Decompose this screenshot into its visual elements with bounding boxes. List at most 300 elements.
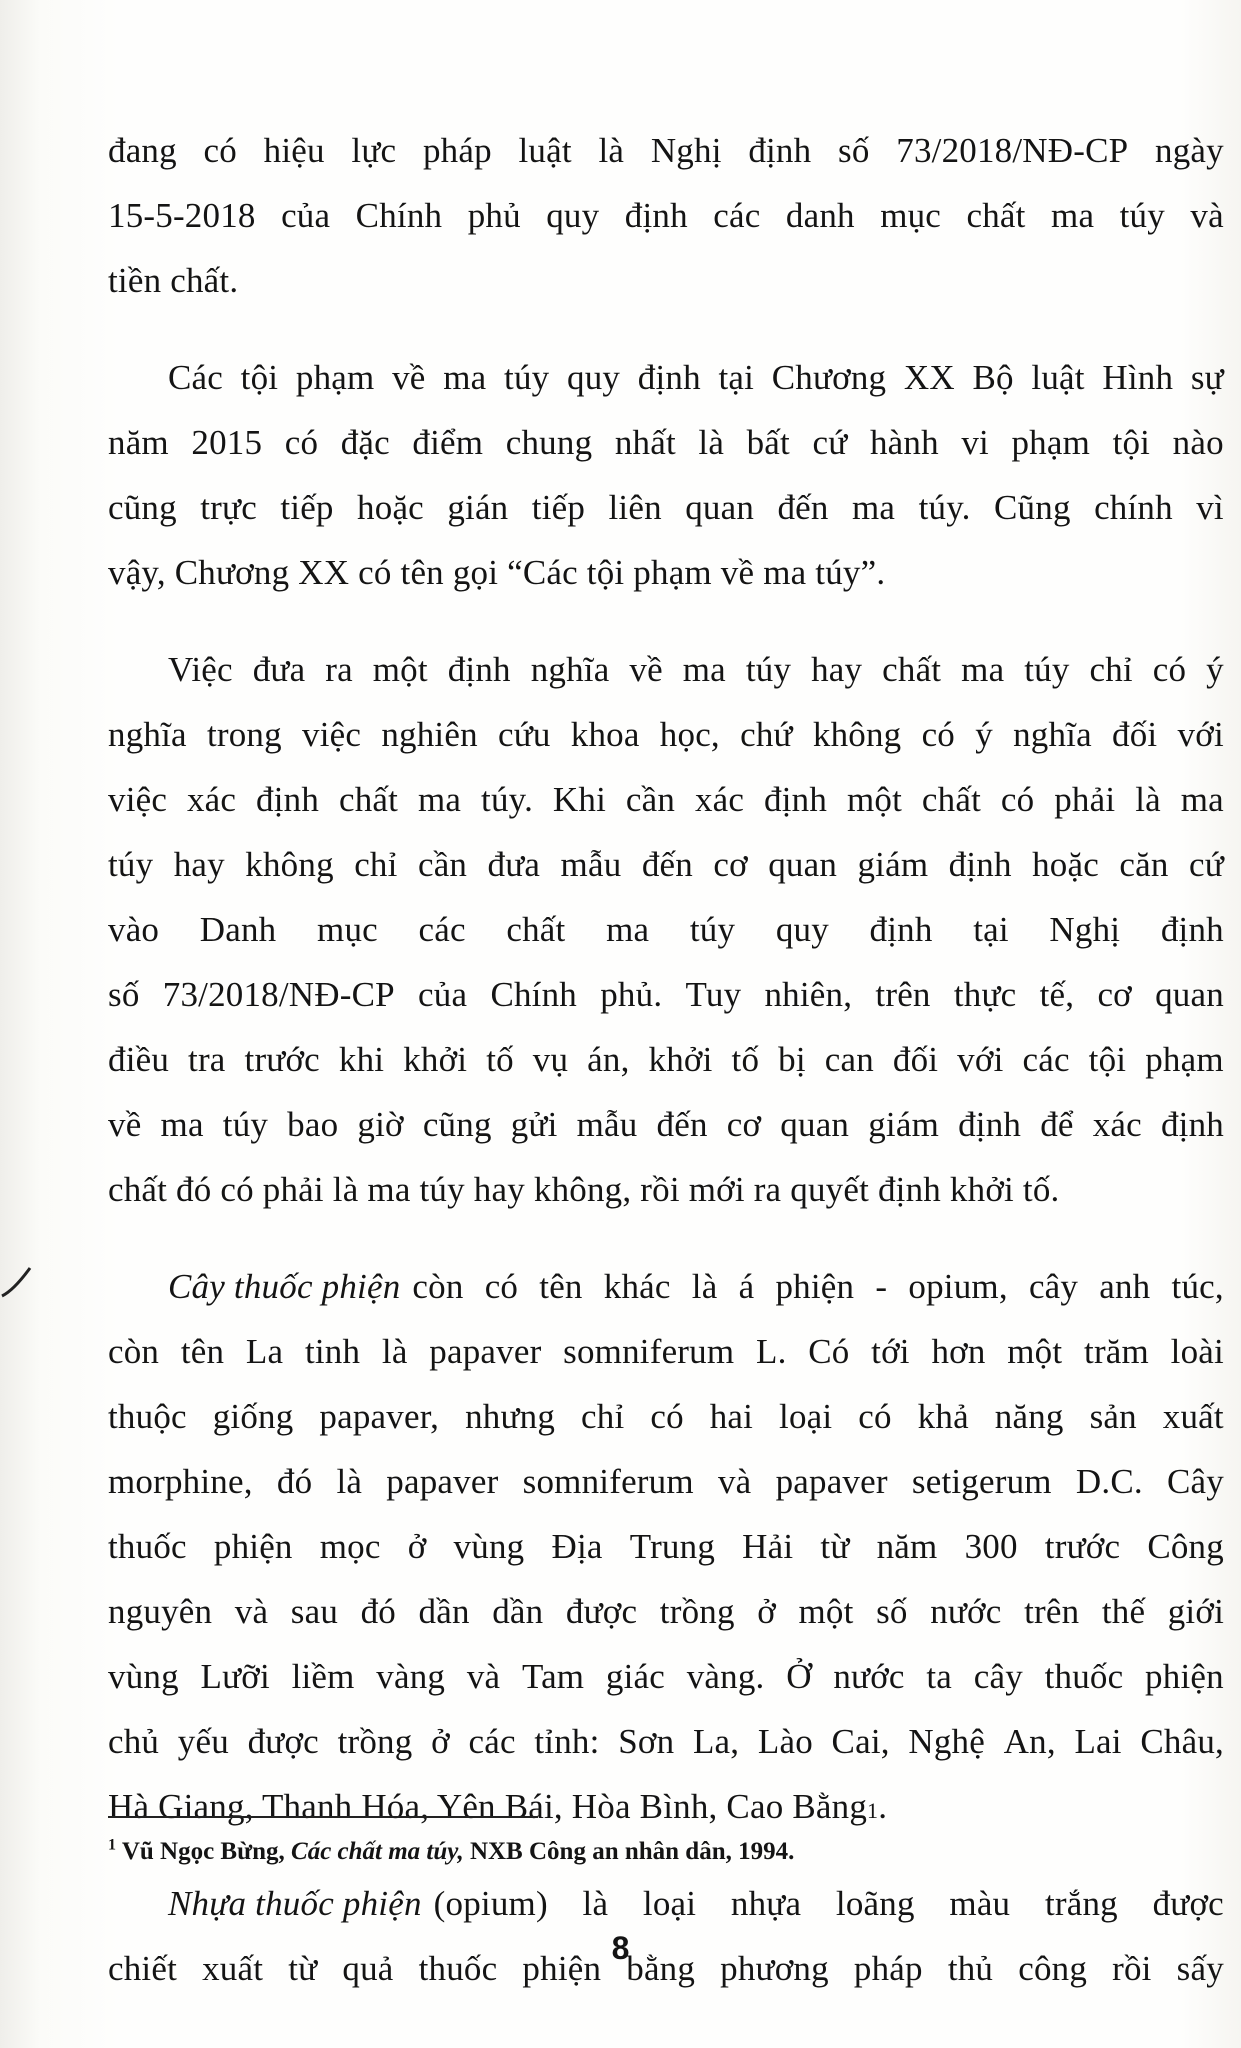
word: gửi [510,1105,558,1144]
word: với [957,1040,1004,1079]
text-line [108,702,1224,767]
word: sự [1190,358,1224,397]
word: pháp [422,131,492,170]
word: tội [1088,1040,1127,1079]
word: trực [200,488,257,527]
word: xác [186,780,237,819]
word: đặc [340,423,390,462]
word: từ [820,1527,850,1566]
word: 73/2018/NĐ-CP [162,975,395,1014]
text-line [108,118,1224,183]
word: XX [903,358,955,397]
word: setigerum [911,1462,1052,1501]
word: đến [656,1105,708,1144]
word: đối [892,1040,939,1079]
word: có [484,1267,519,1306]
word: định [748,131,812,170]
word: quan [768,845,838,884]
word: vụ [532,1040,569,1079]
text-line [108,183,1224,248]
word: và [717,1462,752,1501]
word: màu [949,1884,1011,1923]
word: chất [506,910,566,949]
word: chỉ [1089,650,1133,689]
word: các [1022,1040,1070,1079]
word: Sơn [618,1722,675,1761]
word: và [466,1657,501,1696]
word: quan [780,1105,850,1144]
word: - [875,1267,888,1306]
word: ở [431,1722,450,1761]
paragraph-1 [108,118,1224,313]
word: phương [720,1949,829,1988]
text-line [108,1157,1224,1222]
word: nguyên [108,1592,213,1631]
word: không [812,715,902,754]
word: năm [876,1527,938,1566]
word: tội [240,358,279,397]
word: Lưỡi [200,1657,270,1696]
word: hai [709,1397,754,1436]
word: Châu, [1140,1722,1224,1761]
word: vùng [453,1527,525,1566]
word: chất [921,780,982,819]
text-span: tiền chất. [108,261,239,300]
text-span: chất đó có phải là ma túy hay không, rồi mới ra quyết định khởi tố. [108,1170,1060,1209]
word: nào [1172,423,1224,462]
word: phủ. [600,975,663,1014]
word: chỉ [354,845,398,884]
word: tới [871,1332,910,1371]
word: quy [546,196,600,235]
text-line: Hà Giang, Thanh Hóa, Yên Bái, Hòa Bình, Cao Bằng 1 . [108,1774,1224,1839]
word: quy [567,358,621,397]
word: nghĩa [1013,715,1092,754]
text-line [108,767,1224,832]
word: ý [975,715,993,754]
text-span: Hà Giang, Thanh Hóa, Yên Bái, Hòa Bình, Cao Bằng [108,1787,868,1826]
word: Công [1147,1527,1224,1566]
word: ma [1180,780,1224,819]
word: túy [222,1105,269,1144]
footnote-publisher: NXB Công an nhân dân, 1994. [469,1838,795,1865]
word: ma [160,1105,204,1144]
text-line [108,540,1224,605]
word: nghĩa [108,715,187,754]
word: tố [486,1040,514,1079]
word: của [418,975,468,1014]
word: luật [518,131,572,170]
word: là [598,131,625,170]
footnote-author: Vũ Ngọc Bừng, [121,1838,285,1865]
word: chất [966,196,1026,235]
word: phiện [1145,1657,1224,1696]
word: Nghị [650,131,722,170]
word: 15-5-2018 [108,196,256,235]
paragraph-2 [108,345,1224,605]
word: ma [852,488,896,527]
word: có [284,423,319,462]
footnote-title: Các chất ma túy, [291,1838,464,1865]
word: ta [926,1657,953,1696]
defined-term: Nhựa thuốc phiện [168,1884,422,1923]
word: Các [168,358,224,397]
word: liềm [291,1657,355,1696]
word: và [1190,196,1224,235]
word: somniferum [563,1332,735,1371]
word: Địa [551,1527,603,1566]
text-line [108,637,1224,702]
word: cơ [1097,975,1132,1014]
word: 300 [964,1527,1018,1566]
word: L. [755,1332,787,1371]
text-line [108,1644,1224,1709]
word: tội [1112,423,1151,462]
word: dần [492,1592,544,1631]
footnote-number: 1 [108,1836,116,1854]
text-line [108,1027,1224,1092]
word: có [1152,650,1187,689]
text-span: . [878,1787,888,1826]
word: cần [417,845,468,884]
word: Khi [552,780,607,819]
word: có [921,715,955,754]
word: không [245,845,334,884]
word: điểm [412,423,484,462]
word: là [691,1267,718,1306]
word: thuốc [108,1527,187,1566]
word: chất [338,780,399,819]
word: dần [418,1592,470,1631]
word: á [738,1267,755,1306]
page-edge-mark [0,1262,34,1302]
word: cơ [713,845,748,884]
word: danh [785,196,855,235]
word: đến [777,488,829,527]
word: định [958,1105,1022,1144]
word: một [846,780,903,819]
word: định [637,358,701,397]
word: An, [1003,1722,1056,1761]
word: Tam [521,1657,585,1696]
word: gián [447,488,509,527]
word: sấy [1176,1949,1224,1988]
word: đang [108,131,177,170]
word: hay [811,650,863,689]
word: chiết [108,1949,178,1988]
word: đưa [487,845,541,884]
text-line [108,248,1224,313]
word: giám [857,845,929,884]
word: định [624,196,688,235]
word: ý [1206,650,1224,689]
word: lực [351,131,397,170]
word: sau [290,1592,339,1631]
word: bao [287,1105,339,1144]
word: nhiên, [764,975,853,1014]
word: để [1040,1105,1074,1144]
text-span [434,1871,1224,1936]
word: vi [961,423,989,462]
word: định [256,780,320,819]
word: ở [407,1527,427,1566]
word: bất [746,423,790,462]
word: trồng [337,1722,413,1761]
word: xác [1092,1105,1142,1144]
word: một [798,1592,854,1631]
word: năm [108,423,169,462]
word: hoặc [357,488,424,527]
word: chất [882,650,942,689]
word: papaver [386,1462,499,1501]
word: định [447,650,511,689]
word: ma [443,358,487,397]
word: phiện [213,1527,293,1566]
text-line [108,1871,1224,1936]
word: ma [417,780,462,819]
word: còn [108,1332,160,1371]
text-line [108,410,1224,475]
text-line [108,897,1224,962]
word: phạm [1145,1040,1224,1079]
word: mẫu [576,1105,638,1144]
text-line [108,1319,1224,1384]
text-line [108,345,1224,410]
word: có [650,1397,684,1436]
footnote [108,1838,794,1866]
text-line [108,832,1224,897]
word: vào [108,910,160,949]
word: mẫu [560,845,622,884]
word: giờ [357,1105,404,1144]
word: định [948,845,1012,884]
word: ma [606,910,650,949]
word: với [1177,715,1224,754]
word: định [764,780,828,819]
word: Tuy [685,975,742,1014]
word: Cây [1167,1462,1224,1501]
word: chính [1094,488,1173,527]
word: nước [833,1657,905,1696]
word: cũng [422,1105,492,1144]
word: túy [745,650,792,689]
word: cũng [108,488,177,527]
word: phiện [775,1267,855,1306]
word: được [247,1722,319,1761]
word: khả [917,1397,969,1436]
word: về [108,1105,142,1144]
word: túy. [918,488,971,527]
word: cần [625,780,676,819]
word: Bộ [972,358,1014,397]
word: trồng [659,1592,735,1631]
word: La, [692,1722,740,1761]
word: trước [1044,1527,1121,1566]
word: hành [869,423,939,462]
text-line [108,1254,1224,1319]
text-line [108,1384,1224,1449]
defined-term: Cây thuốc phiện [168,1267,401,1306]
word: nhựa [730,1884,802,1923]
word: chủ [108,1722,160,1761]
word: tiếp [531,488,586,527]
word: việc [302,715,362,754]
word: có [203,131,237,170]
word: (opium) [433,1884,548,1923]
word: xác [694,780,745,819]
word: tên [180,1332,225,1371]
text-line [108,1579,1224,1644]
word: tiếp [280,488,334,527]
word: nghiên [381,715,478,754]
word: sản [1089,1397,1137,1436]
word: tố [731,1040,760,1079]
word: các [418,910,466,949]
word: hoặc [1032,845,1099,884]
word: phải [1054,780,1116,819]
word: La [245,1332,284,1371]
word: túc, [1171,1267,1224,1306]
word: liên [608,488,662,527]
text-line [108,1514,1224,1579]
word: là [381,1332,408,1371]
word: đó [360,1592,396,1631]
word: các [713,196,761,235]
word: án, [587,1040,630,1079]
word: nước [930,1592,1002,1631]
word: là [1135,780,1161,819]
word: phạm [295,358,375,397]
word: papaver [429,1332,542,1371]
word: đối [1112,715,1158,754]
word: Cai, [831,1722,890,1761]
word: vàng [376,1657,446,1696]
word: từ [288,1949,318,1988]
word: hay [173,845,225,884]
word: giống [212,1397,294,1436]
word: opium, [908,1267,1008,1306]
word: hơn [931,1332,986,1371]
word: thuốc [1044,1657,1124,1696]
word: rồi [1112,1949,1152,1988]
word: trăm [1084,1332,1149,1371]
word: hiệu [263,131,325,170]
word: quan [685,488,755,527]
word: Có [808,1332,850,1371]
word: được [1152,1884,1224,1923]
word: nhất [614,423,676,462]
word: Hình [1102,358,1174,397]
word: Lào [757,1722,813,1761]
word: túy [1119,196,1165,235]
word: xuất [1162,1397,1224,1436]
word: thực [953,975,1017,1014]
word: tại [718,358,755,397]
word: bằng [626,1949,696,1988]
word: papaver [775,1462,888,1501]
word: việc [108,780,168,819]
word: giám [868,1105,940,1144]
paragraph-4 [108,1254,1224,1839]
word: khởi [403,1040,468,1079]
word: Nghị [1049,910,1121,949]
word: chỉ [581,1397,625,1436]
word: các [468,1722,516,1761]
word: của [281,196,331,235]
word: là [582,1884,609,1923]
word: nghĩa [530,650,610,689]
word: bị [778,1040,806,1079]
word: tên [539,1267,583,1306]
word: đó [276,1462,313,1501]
word: vì [1196,488,1224,527]
word: xuất [202,1949,264,1988]
word: tế, [1039,975,1075,1014]
word: điều [108,1040,170,1079]
page-number: 8 [611,1930,630,1966]
word: trên [875,975,931,1014]
word: cứ [812,423,848,462]
word: anh [1099,1267,1151,1306]
main-text [108,118,1224,2001]
word: túy [504,358,550,397]
paragraph-3 [108,637,1224,1222]
word: định [1160,910,1224,949]
word: ngày [1155,131,1224,170]
word: mục [317,910,378,949]
word: cây [973,1657,1023,1696]
word: thuộc [108,1397,187,1436]
word: trên [1024,1592,1080,1631]
word: tra [188,1040,226,1079]
text-line [108,1709,1224,1774]
word: loài [1170,1332,1224,1371]
word: mục [880,196,942,235]
word: cơ [726,1105,762,1144]
word: được [565,1592,638,1631]
word: 73/2018/NĐ-CP [896,131,1129,170]
word: luật [1031,358,1085,397]
word: cứu [497,715,551,754]
word: vùng [108,1657,179,1696]
word: 2015 [191,423,263,462]
word: và [234,1592,269,1631]
word: khoa [570,715,640,754]
word: túy [689,910,736,949]
word: là [698,423,725,462]
word: ra [325,650,353,689]
word: tại [973,910,1009,949]
text-line [108,1449,1224,1514]
word: Lai [1074,1722,1122,1761]
word: túy. [481,780,534,819]
word: phiện [522,1949,602,1988]
word: loại [642,1884,697,1923]
word: tỉnh: [534,1722,600,1761]
word: Việc [168,650,233,689]
word: định [1160,1105,1224,1144]
word: túy [108,845,154,884]
word: somniferum [522,1462,694,1501]
word: giác [605,1657,666,1696]
word: Chính [490,975,578,1014]
word: quả [342,1949,394,1988]
word: vàng. [686,1657,765,1696]
word: Hải [742,1527,794,1566]
word: loãng [835,1884,915,1923]
word: quan [1155,975,1224,1014]
word: can [824,1040,874,1079]
